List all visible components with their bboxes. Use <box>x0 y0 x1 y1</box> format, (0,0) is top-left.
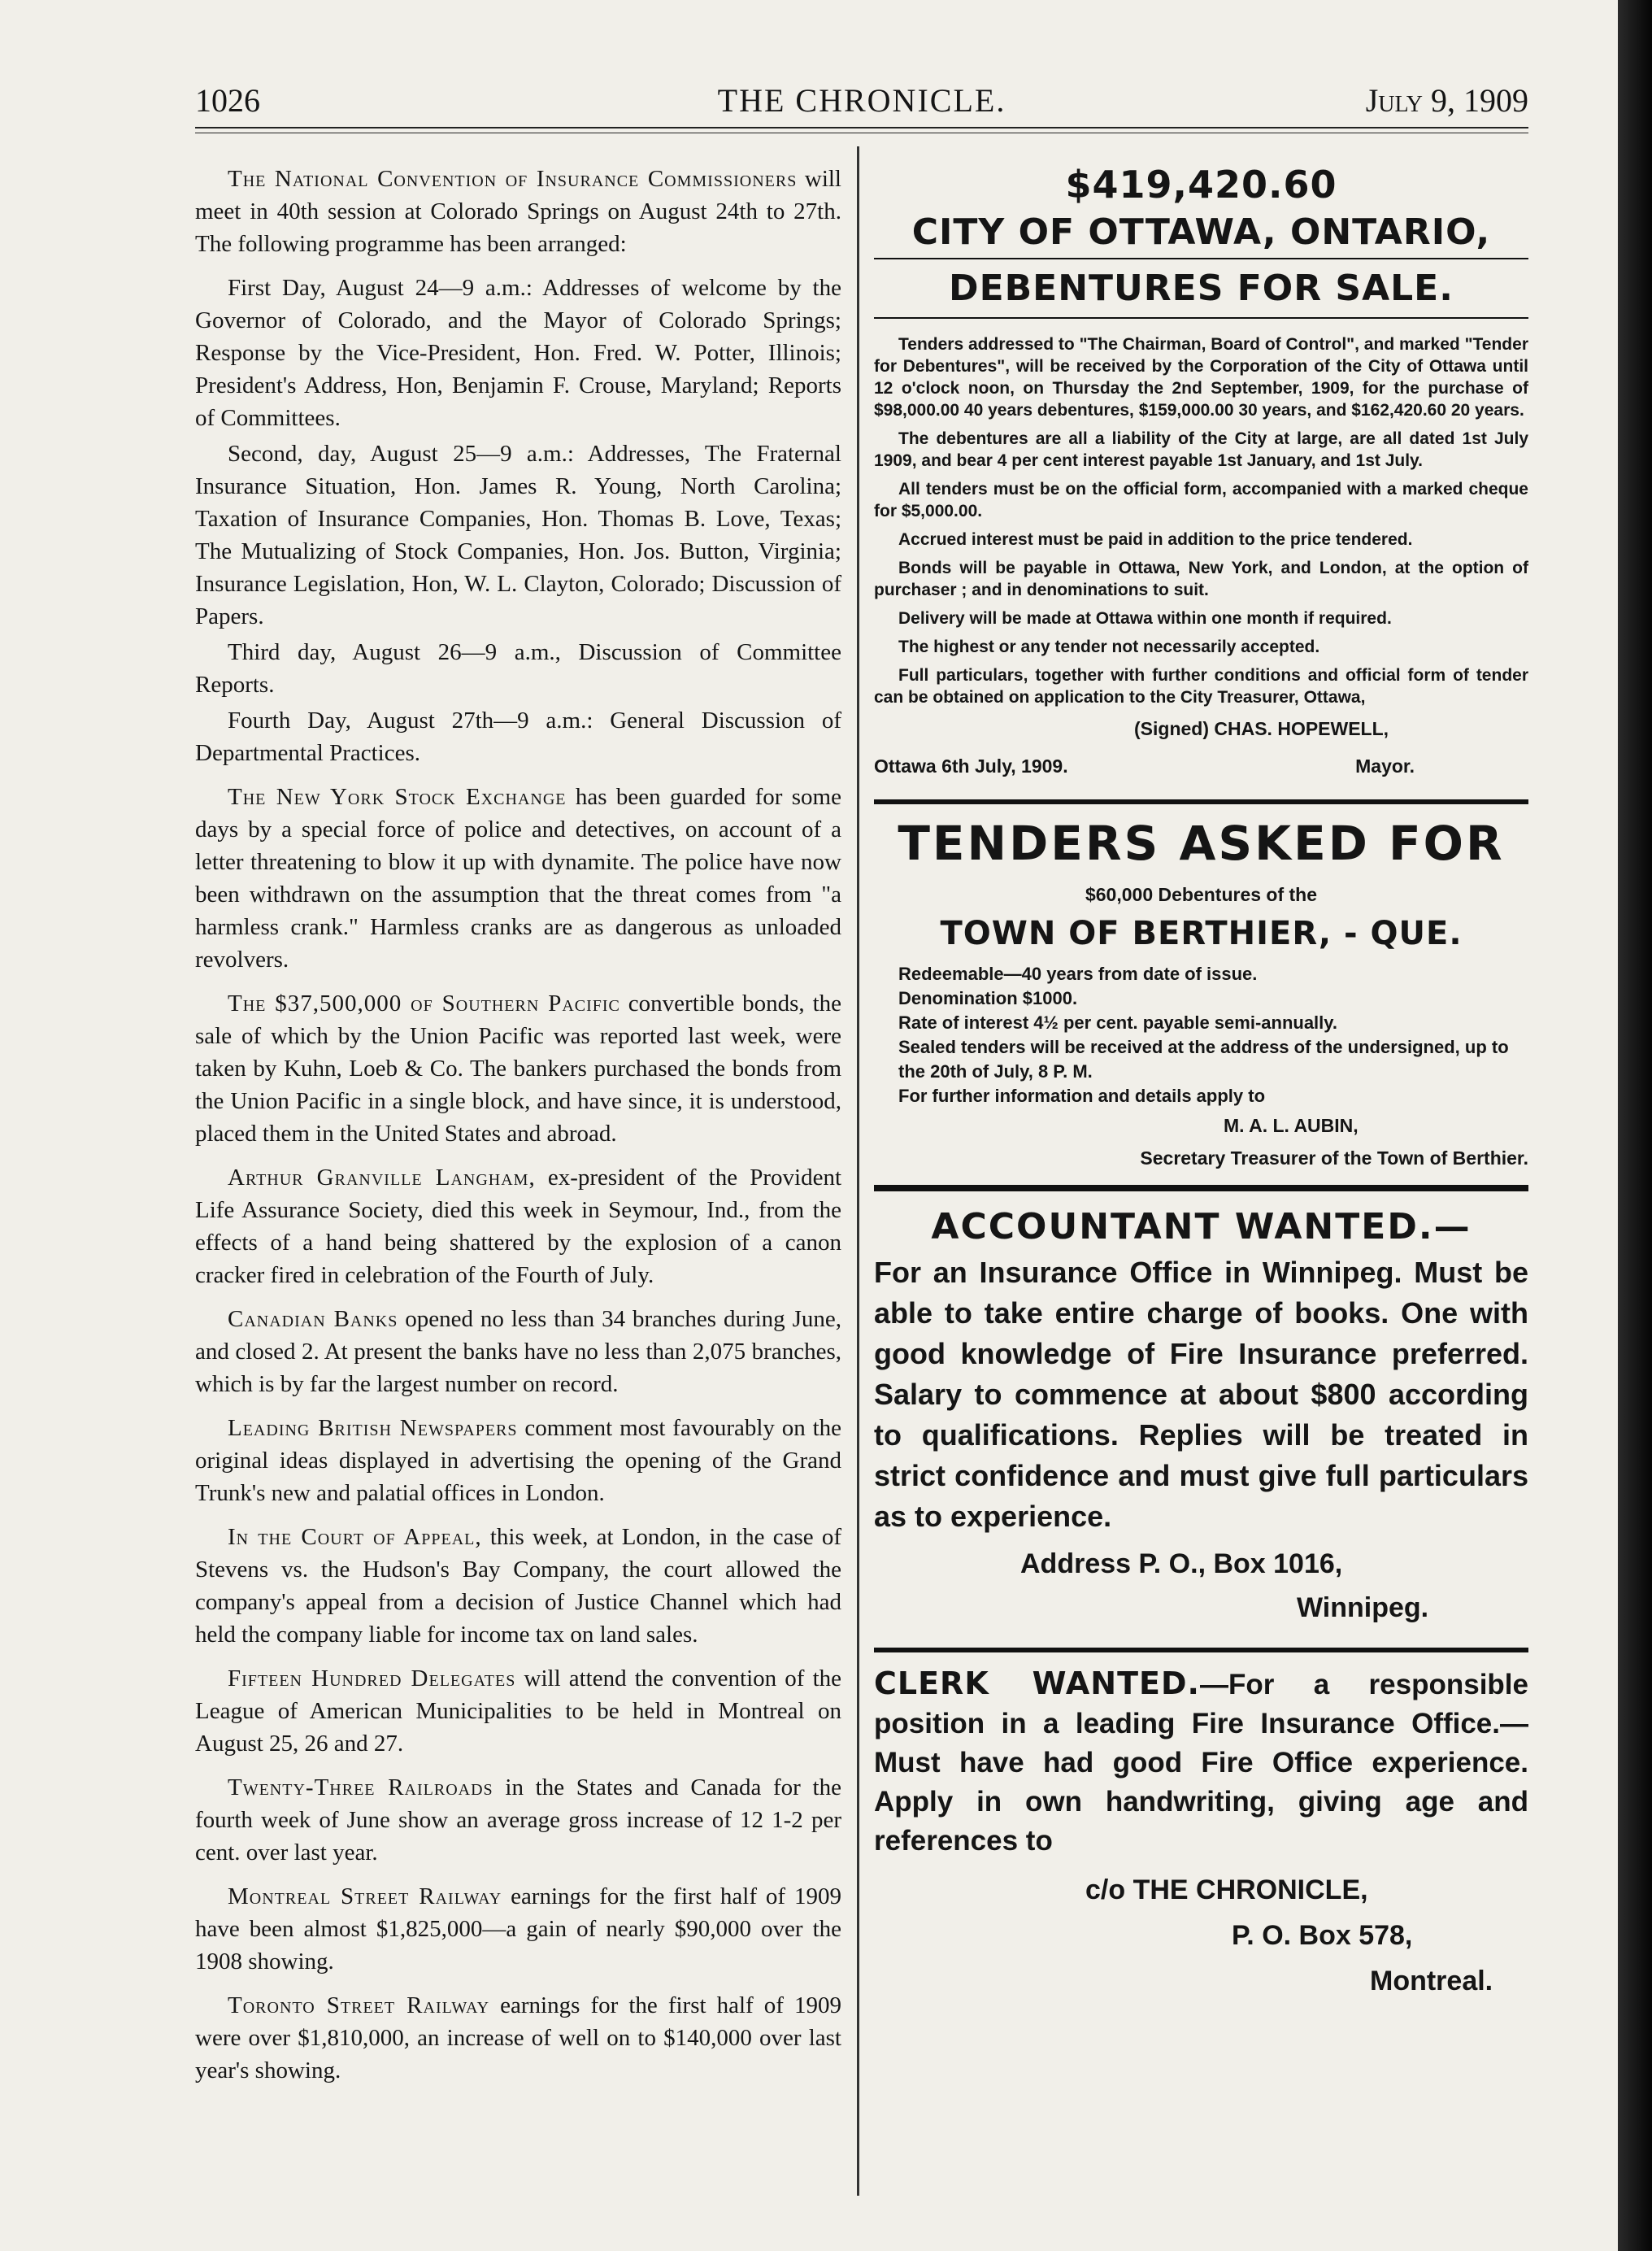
news-item-delegates: Fifteen Hundred Delegates will attend the convention of the League of American Municipalities to be held in Montreal on August 25, 26 and 27. <box>195 1665 842 1757</box>
page-header <box>195 81 1528 122</box>
ad-divider-2 <box>874 1185 1528 1191</box>
ottawa-rule-2 <box>874 317 1528 319</box>
berthier-town: TOWN OF BERTHIER, - QUE. <box>940 915 1463 952</box>
clerk-city: Montreal. <box>1370 1966 1493 1996</box>
accountant-heading: ACCOUNTANT WANTED.— <box>931 1206 1472 1247</box>
accountant-wanted-ad <box>874 1206 1528 1630</box>
news-item-newspapers: Leading British Newspapers comment most favourably on the original ideas displayed in advertising the opening of the Grand Trunk's new and palatial offices in London. <box>195 1415 841 1506</box>
accountant-address: Address P. O., Box 1016, <box>1020 1548 1343 1579</box>
clerk-wanted-ad <box>874 1664 1528 2004</box>
berthier-signatory: M. A. L. AUBIN, <box>1224 1115 1359 1136</box>
berthier-tenders-ad <box>874 816 1528 1170</box>
ad-divider <box>874 799 1528 804</box>
berthier-terms: Redeemable—40 years from date of issue. Denomination $1000. Rate of interest 4½ per cent. payable semi-annually. Sealed tenders will be received at the address of the undersigned, up to the 20th of July, 8 P. M. For further information and details apply to <box>898 964 1509 1106</box>
column-separator <box>857 146 859 2196</box>
ottawa-footer: Ottawa 6th July, 1909. Mayor. <box>874 755 1415 777</box>
berthier-signatory-title: Secretary Treasurer of the Town of Berthier. <box>1140 1147 1528 1169</box>
news-item-toronto-railway: Toronto Street Railway earnings for the first half of 1909 were over $1,810,000, an increase of well on to $140,000 over last year's showing. <box>195 1992 841 2083</box>
news-item-canadian-banks: Canadian Banks opened no less than 34 branches during June, and closed 2. At present the banks have no less than 2,075 branches, which is by far the largest number on record. <box>195 1306 841 1397</box>
news-item-stock-exchange: The New York Stock Exchange has been guarded for some days by a special force of police and detectives, on account of a letter threatening to blow it up with dynamite. The police have now been withdrawn on the assumption that the threat comes from "a harmless crank." Harmless cranks are as dangerous as unloaded revolvers. <box>195 784 841 973</box>
clerk-body: CLERK WANTED.—For a responsible position in a leading Fire Insurance Office.—Must have had good Fire Office experience. Apply in own handwriting, giving age and references to <box>874 1665 1528 1857</box>
scan-edge <box>1618 0 1652 2251</box>
ottawa-terms: Tenders addressed to "The Chairman, Board of Control", and marked "Tender for Debentures", will be received by the Corporation of the City of Ottawa until 12 o'clock noon, on Thursday the 2nd September, 1909, for the purchase of $98,000.00 40 years debentures, $159,000.00 30 years, and $162,420.60 20 years. The debentures are all a liability of the City at large, are all dated 1st July 1909, and bear 4 per cent interest payable 1st January, and 1st July. All tenders must be on the official form, accompanied with a marked cheque for $5,000.00. Accrued interest must be paid in addition to the price tendered. Bonds will be payable in Ottawa, New York, and London, at the option of purchaser ; and in denominations to suit. Delivery will be made at Ottawa within one month if required. The highest or any tender not necessarily accepted. Full particulars, together with further conditions and official form of tender can be obtained on application to the City Treasurer, Ottawa, <box>874 335 1528 707</box>
publication-title: THE CHRONICLE. <box>717 82 1006 119</box>
programme-day-3: Third day, August 26—9 a.m., Discussion of Committee Reports. <box>195 639 841 698</box>
advertisement-column <box>874 163 1528 2004</box>
berthier-heading: TENDERS ASKED FOR <box>898 816 1505 871</box>
accountant-city: Winnipeg. <box>1297 1592 1429 1623</box>
ottawa-signature: (Signed) CHAS. HOPEWELL, <box>1134 718 1389 739</box>
ottawa-city-heading: CITY OF OTTAWA, ONTARIO, <box>911 211 1491 253</box>
news-item-convention: The National Convention of Insurance Commissioners will meet in 40th session at Colorado Springs on August 24th to 27th. The following programme has been arranged: <box>195 166 841 257</box>
clerk-box: P. O. Box 578, <box>1232 1920 1413 1951</box>
issue-date: July 9, 1909 <box>1365 82 1528 119</box>
news-item-southern-pacific: The $37,500,000 of Southern Pacific convertible bonds, the sale of which by the Union Pacific was reported last week, were taken by Kuhn, Loeb & Co. The bankers purchased the bonds from the Union Pacific in a single block, and have since, it is understood, placed them in the United States and abroad. <box>195 991 841 1147</box>
news-column <box>195 163 841 2098</box>
news-item-court-appeal: In the Court of Appeal, this week, at London, in the case of Stevens vs. the Hudson's Bay Company, the court allowed the company's appeal from a decision of Justice Channel which had held the company liable for income tax on land sales. <box>195 1524 841 1648</box>
berthier-subheading: $60,000 Debentures of the <box>1085 884 1318 905</box>
ottawa-amount: $419,420.60 <box>1065 163 1337 207</box>
news-item-montreal-railway: Montreal Street Railway earnings for the first half of 1909 have been almost $1,825,000—a gain of nearly $90,000 over the 1908 showing. <box>195 1883 841 1975</box>
news-item-langham: Arthur Granville Langham, ex-president of the Provident Life Assurance Society, died this week in Seymour, Ind., from the effects of a hand being shattered by the explosion of a canon cracker fired in celebration of the Fourth of July. <box>195 1165 841 1288</box>
programme-day-1: First Day, August 24—9 a.m.: Addresses of welcome by the Governor of Colorado, and the Mayor of Colorado Springs; Response by the Vice-President, Hon. Fred. W. Potter, Illinois; President's Address, Hon, Benjamin F. Crouse, Maryland; Reports of Committees. <box>195 275 841 431</box>
accountant-body: For an Insurance Office in Winnipeg. Must be able to take entire charge of books. One with good knowledge of Fire Insurance preferred. Salary to commence at about $800 according to qualifications. Replies will be treated in strict confidence and must give full particulars as to experience. <box>874 1256 1528 1533</box>
ottawa-rule <box>874 258 1528 259</box>
ad-divider-3 <box>874 1648 1528 1652</box>
page-number: 1026 <box>195 82 260 119</box>
ottawa-debentures-heading: DEBENTURES FOR SALE. <box>949 268 1454 309</box>
clerk-care-of: c/o THE CHRONICLE, <box>1085 1874 1368 1905</box>
ottawa-debentures-ad <box>874 163 1528 778</box>
header-rule <box>195 127 1528 128</box>
programme-day-4: Fourth Day, August 27th—9 a.m.: General Discussion of Departmental Practices. <box>195 708 841 766</box>
news-item-railroads: Twenty-Three Railroads in the States and Canada for the fourth week of June show an average gross increase of 12 1-2 per cent. over last year. <box>195 1774 841 1866</box>
programme-day-2: Second, day, August 25—9 a.m.: Addresses, The Fraternal Insurance Situation, Hon. James R. Young, North Carolina; Taxation of Insurance Companies, Hon. Thomas B. Love, Texas; The Mutualizing of Stock Companies, Hon. Jos. Button, Virginia; Insurance Legislation, Hon, W. L. Clayton, Colorado; Discussion of Papers. <box>195 441 841 629</box>
